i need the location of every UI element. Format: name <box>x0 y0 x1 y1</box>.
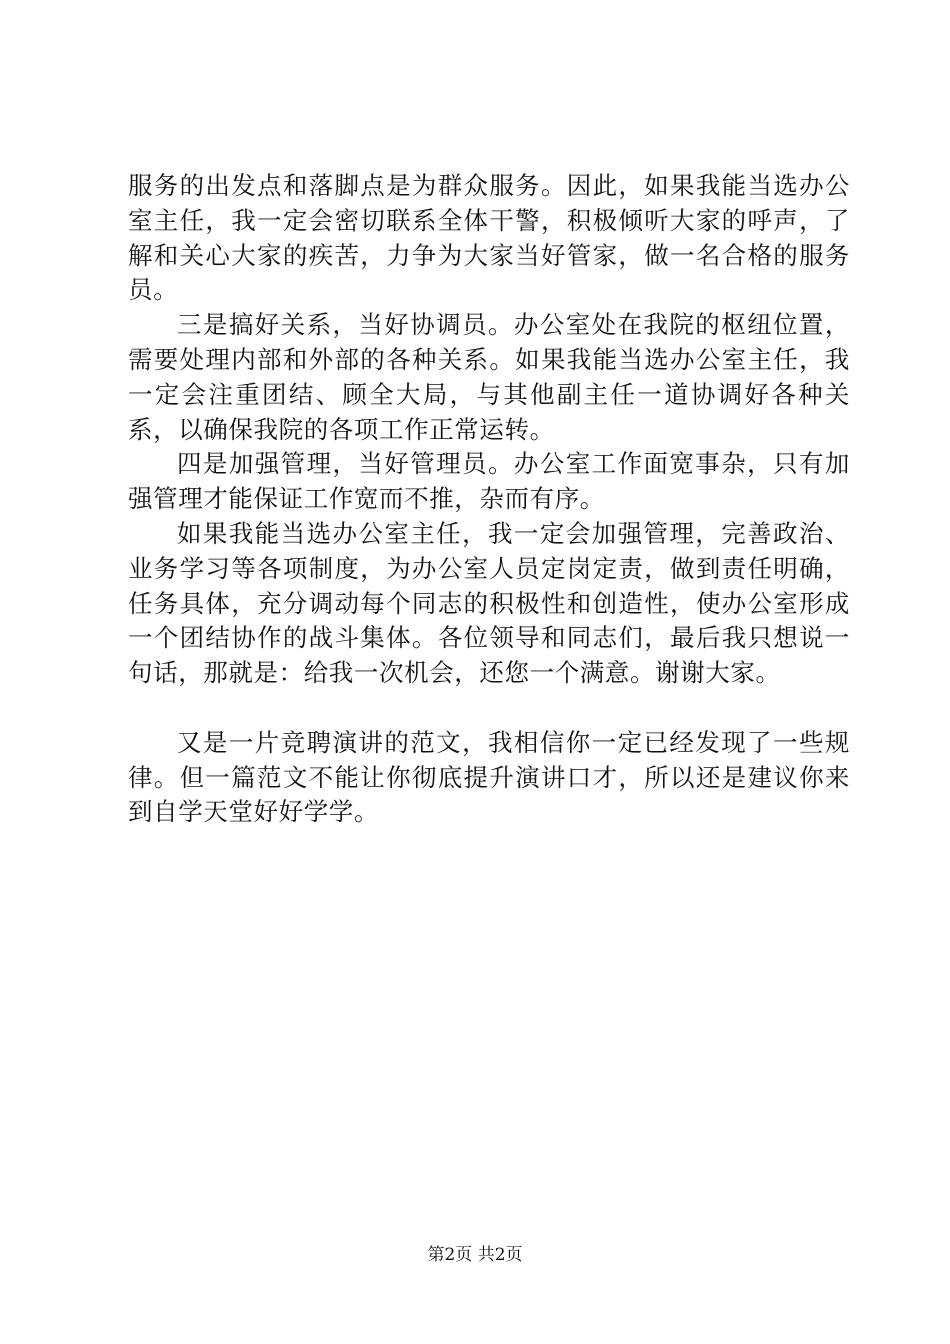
paragraph-management: 四是加强管理，当好管理员。办公室工作面宽事杂，只有加强管理才能保证工作宽而不推，杂而有序。 <box>128 449 850 514</box>
paragraph-service: 服务的出发点和落脚点是为群众服务。因此，如果我能当选办公室主任，我一定会密切联系全体干警，积极倾听大家的呼声，了解和关心大家的疾苦，力争为大家当好管家，做一名合格的服务员。 <box>128 171 850 305</box>
page-number-footer: 第2页 共2页 <box>427 1245 523 1265</box>
document-body <box>128 169 850 830</box>
paragraph-coordination: 三是搞好关系，当好协调员。办公室处在我院的枢纽位置，需要处理内部和外部的各种关系。如果我能当选办公室主任，我一定会注重团结、顾全大局，与其他副主任一道协调好各种关系，以确保我院的各项工作正常运转。 <box>128 310 850 444</box>
paragraph-closing: 如果我能当选办公室主任，我一定会加强管理，完善政治、业务学习等各项制度，为办公室人员定岗定责，做到责任明确，任务具体，充分调动每个同志的积极性和创造性，使办公室形成一个团结协作的战斗集体。各位领导和同志们，最后我只想说一句话，那就是：给我一次机会，还您一个满意。谢谢大家。 <box>128 518 850 688</box>
paragraph-note: 又是一片竞聘演讲的范文，我相信你一定已经发现了一些规律。但一篇范文不能让你彻底提升演讲口才，所以还是建议你来到自学天堂好好学学。 <box>128 727 850 827</box>
